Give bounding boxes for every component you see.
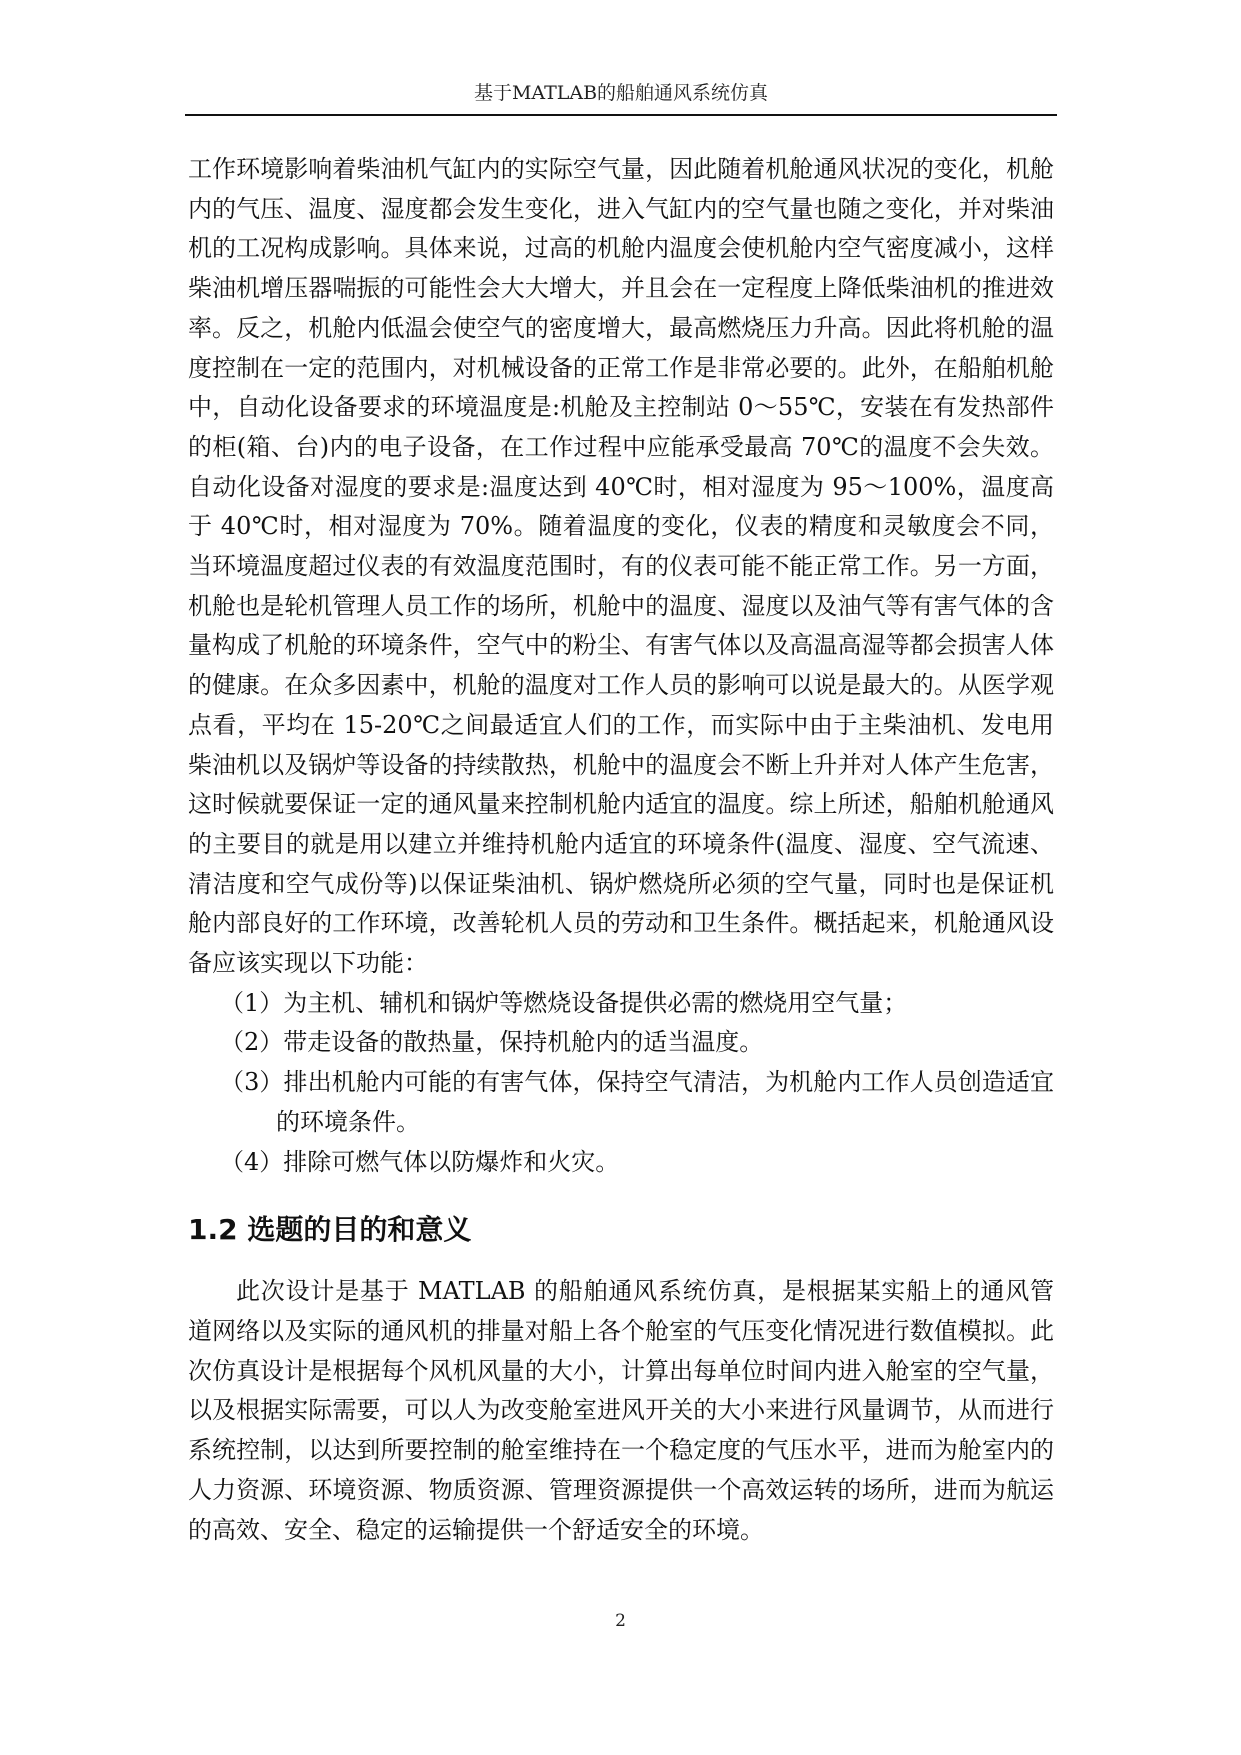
function-list xyxy=(188,984,1054,1183)
running-header: 基于MATLAB的船舶通风系统仿真 xyxy=(473,82,769,104)
list-item: （3）排出机舱内可能的有害气体，保持空气清洁，为机舱内工作人员创造适宜的环境条件。 xyxy=(220,1068,1054,1136)
page-number: 2 xyxy=(615,1611,626,1631)
list-item: （2）带走设备的散热量，保持机舱内的适当温度。 xyxy=(220,1028,764,1057)
section-heading: 1.2 选题的目的和意义 xyxy=(188,1213,472,1247)
header-rule xyxy=(185,114,1057,116)
page-content xyxy=(188,150,1054,1550)
body-paragraph-2: 此次设计是基于 MATLAB 的船舶通风系统仿真，是根据某实船上的通风管道网络以及实际的通风机的排量对船上各个舱室的气压变化情况进行数值模拟。此次仿真设计是根据每个风机风量的大小，计算出每单位时间内进入舱室的空气量，以及根据实际需要，可以人为改变舱室进风开关的大小来进行风量调节，从而进行系统控制，以达到所要控制的舱室维持在一个稳定度的气压水平，进而为舱室内的人力资源、环境资源、物质资源、管理资源提供一个高效运转的场所，进而为航运的高效、安全、稳定的运输提供一个舒适安全的环境。 xyxy=(188,1277,1054,1544)
body-paragraph-1: 工作环境影响着柴油机气缸内的实际空气量，因此随着机舱通风状况的变化，机舱内的气压、温度、湿度都会发生变化，进入气缸内的空气量也随之变化，并对柴油机的工况构成影响。具体来说，过高的机舱内温度会使机舱内空气密度减小，这样柴油机增压器喘振的可能性会大大增大，并且会在一定程度上降低柴油机的推进效率。反之，机舱内低温会使空气的密度增大，最高燃烧压力升高。因此将机舱的温度控制在一定的范围内，对机械设备的正常工作是非常必要的。此外，在船舶机舱中，自动化设备要求的环境温度是:机舱及主控制站 0～55℃，安装在有发热部件的柜(箱、台)内的电子设备，在工作过程中应能承受最高 70℃的温度不会失效。自动化设备对湿度的要求是:温度达到 40℃时，相对湿度为 95～100%，温度高于 40℃时，相对湿度为 70%。随着温度的变化，仪表的精度和灵敏度会不同，当环境温度超过仪表的有效温度范围时，有的仪表可能不能正常工作。另一方面，机舱也是轮机管理人员工作的场所，机舱中的温度、湿度以及油气等有害气体的含量构成了机舱的环境条件，空气中的粉尘、有害气体以及高温高湿等都会损害人体的健康。在众多因素中，机舱的温度对工作人员的影响可以说是最大的。从医学观点看，平均在 15-20℃之间最适宜人们的工作，而实际中由于主柴油机、发电用柴油机以及锅炉等设备的持续散热，机舱中的温度会不断上升并对人体产生危害，这时候就要保证一定的通风量来控制机舱内适宜的温度。综上所述，船舶机舱通风的主要目的就是用以建立并维持机舱内适宜的环境条件(温度、湿度、空气流速、清洁度和空气成份等)以保证柴油机、锅炉燃烧所必须的空气量，同时也是保证机舱内部良好的工作环境，改善轮机人员的劳动和卫生条件。概括起来，机舱通风设备应该实现以下功能： xyxy=(188,155,1054,978)
list-item: （4）排除可燃气体以防爆炸和火灾。 xyxy=(220,1147,620,1176)
list-item: （1）为主机、辅机和锅炉等燃烧设备提供必需的燃烧用空气量； xyxy=(220,988,908,1017)
